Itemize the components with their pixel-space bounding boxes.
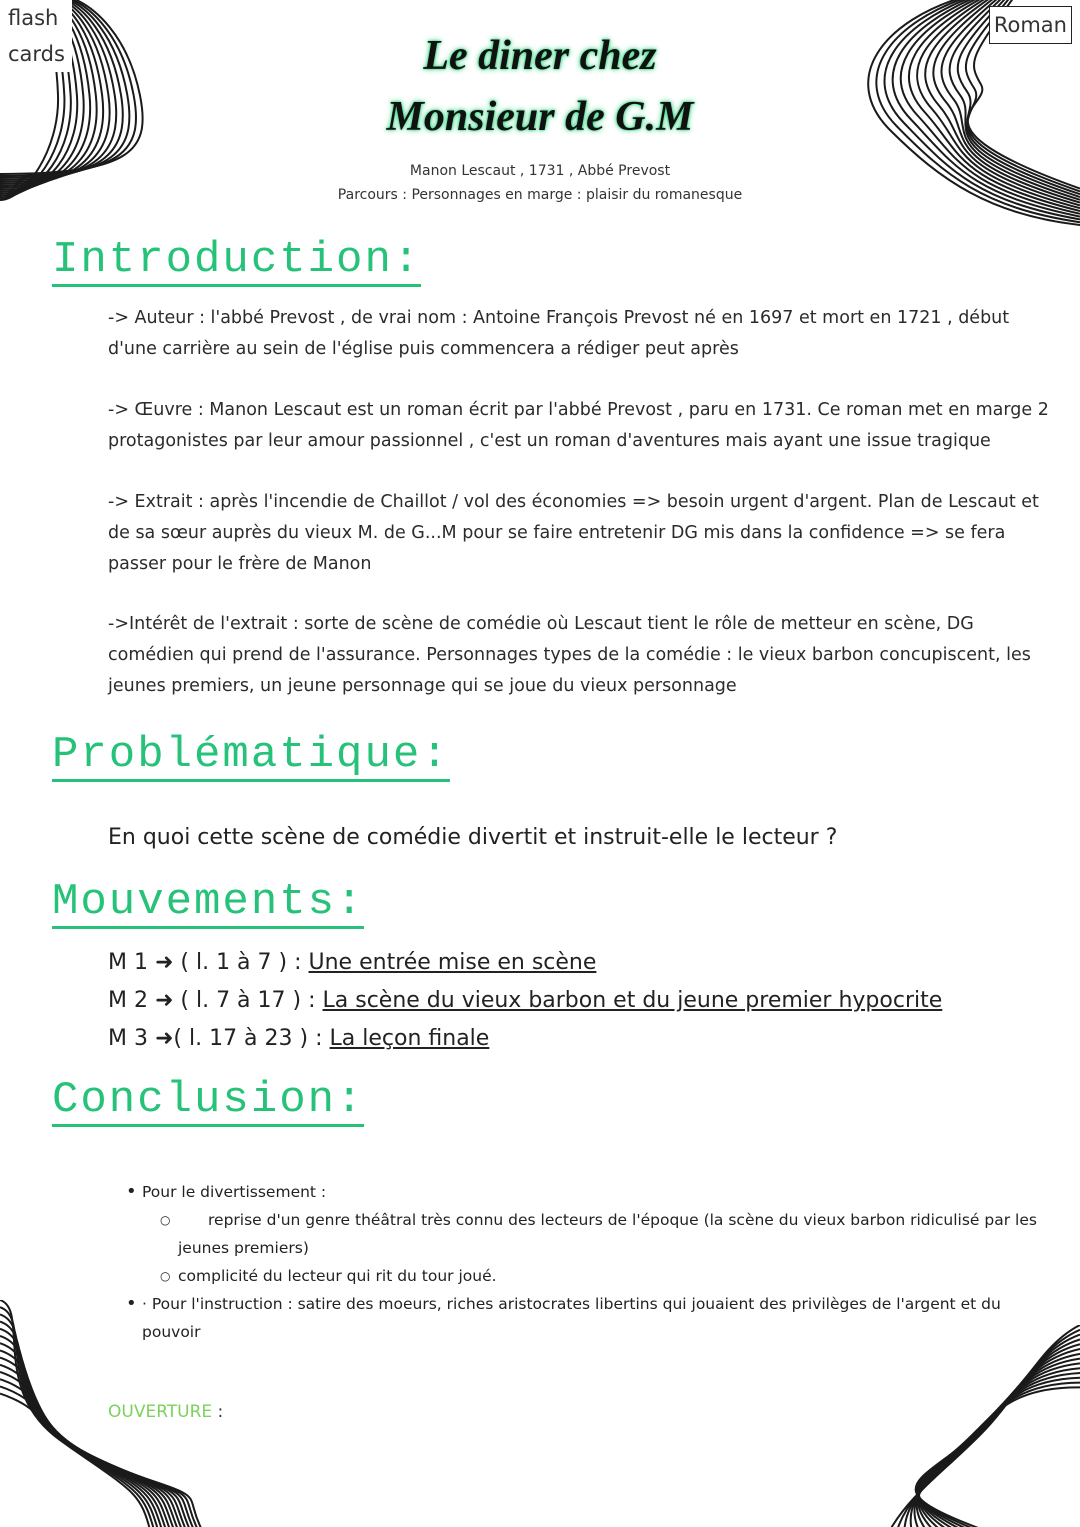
- heading-mouvements: Mouvements:: [52, 877, 365, 927]
- heading-conclusion: Conclusion:: [52, 1075, 365, 1125]
- intro-interet: ->Intérêt de l'extrait : sorte de scène de comédie où Lescaut tient le rôle de metteur en scène, DG comédien qui prend de l'assurance. Personnages types de la comédie : le vieux barbon concupiscent, les jeunes premiers, un jeune personnage qui se joue du vieux personnage: [108, 614, 1031, 696]
- mouvement-title: La scène du vieux barbon et du jeune premier hypocrite: [322, 988, 943, 1013]
- page-title-line-1: Le diner chez: [423, 33, 657, 79]
- intro-extrait: -> Extrait : après l'incendie de Chaillot / vol des économies => besoin urgent d'argent. Plan de Lescaut et de sa sœur auprès du vieux M. de G...M pour se faire entretenir DG mis dans la confidence => se fera passer pour le frère de Manon: [108, 492, 1039, 574]
- wave-decoration-bottom-right: [830, 1325, 1080, 1527]
- conclusion-bullet-instruction: • · Pour l'instruction : satire des moeurs, riches aristocrates libertins qui jouaient des privilèges de l'argent et du pouvoir: [126, 1290, 1056, 1346]
- conclusion-bullet-divertissement: • Pour le divertissement :: [126, 1178, 1056, 1206]
- subtitle-parcours: Parcours : Personnages en marge : plaisir du romanesque: [337, 187, 743, 203]
- intro-auteur: -> Auteur : l'abbé Prevost , de vrai nom : Antoine François Prevost né en 1697 et mort en 1721 , début d'une carrière au sein de l'église puis commencera a rédiger peut après: [108, 308, 1010, 359]
- subtitle-work: Manon Lescaut , 1731 , Abbé Prevost: [409, 163, 671, 179]
- mouvement-title: La leçon finale: [329, 1026, 490, 1051]
- flash-cards-label: flash cards: [8, 0, 72, 72]
- mouvement-item: M 3 ➜( l. 17 à 23 ) : La leçon finale: [108, 1026, 490, 1051]
- ouverture-label: OUVERTURE :: [108, 1402, 224, 1422]
- problematique-question: En quoi cette scène de comédie divertit et instruit-elle le lecteur ?: [108, 825, 838, 850]
- heading-problematique: Problématique:: [52, 730, 450, 780]
- conclusion-sub-bullet: ○ reprise d'un genre théâtral très connu des lecteurs de l'époque (la scène du vieux barbon ridiculisé par les jeunes premiers): [160, 1211, 1037, 1257]
- conclusion-sub-bullet: ○ complicité du lecteur qui rit du tour joué.: [160, 1267, 497, 1285]
- heading-introduction: Introduction:: [52, 235, 422, 285]
- mouvement-item: M 1 ➜ ( l. 1 à 7 ) : Une entrée mise en scène: [108, 950, 597, 975]
- page-title-line-2: Monsieur de G.M: [386, 94, 694, 140]
- conclusion-list: [126, 1178, 1056, 1346]
- mouvement-title: Une entrée mise en scène: [308, 950, 597, 975]
- genre-label: Roman: [989, 6, 1072, 44]
- intro-oeuvre: -> Œuvre : Manon Lescaut est un roman écrit par l'abbé Prevost , paru en 1731. Ce roman met en marge 2 protagonistes par leur amour passionnel , c'est un roman d'aventures mais ayant une issue tragique: [108, 400, 1049, 451]
- mouvement-item: M 2 ➜ ( l. 7 à 17 ) : La scène du vieux barbon et du jeune premier hypocrite: [108, 988, 943, 1013]
